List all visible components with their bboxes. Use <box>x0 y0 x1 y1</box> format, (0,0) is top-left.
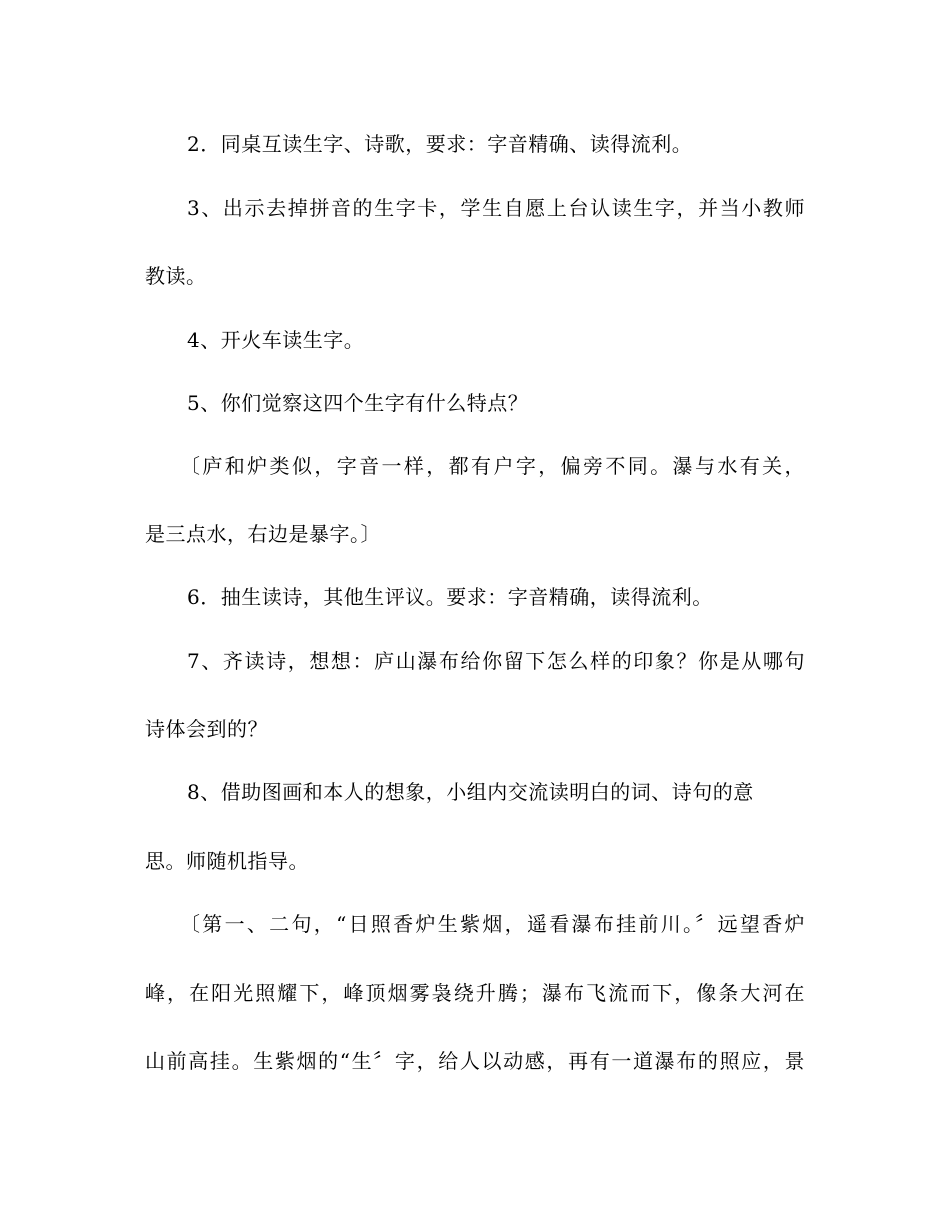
paragraph-line: 4、开火车读生字。 <box>187 328 365 352</box>
paragraph-line: 是三点水，右边是暴字。〕 <box>145 522 381 546</box>
paragraph-line: 6．抽生读诗，其他生评议。要求：字音精确，读得流利。 <box>187 585 713 609</box>
paragraph-line: 山前高挂。生紫烟的“生〞字，给人以动感，再有一道瀑布的照应，景 <box>145 1049 805 1073</box>
paragraph-line: 2．同桌互读生字、诗歌，要求：字音精确、读得流利。 <box>187 132 693 156</box>
paragraph-line: 7、齐读诗，想想：庐山瀑布给你留下怎么样的印象？你是从哪句 <box>187 649 805 673</box>
paragraph-line: 〔庐和炉类似，字音一样，都有户字，偏旁不同。瀑与水有关， <box>180 454 805 478</box>
paragraph-line: 教读。 <box>145 264 207 288</box>
paragraph-line: 诗体会到的？ <box>145 717 268 741</box>
paragraph-line: 3、出示去掉拼音的生字卡，学生自愿上台认读生字，并当小教师 <box>187 196 805 220</box>
paragraph-line: 5、你们觉察这四个生字有什么特点？ <box>187 391 529 415</box>
paragraph-line: 峰，在阳光照耀下，峰顶烟雾袅绕升腾；瀑布飞流而下，像条大河在 <box>145 981 805 1005</box>
paragraph-line: 8、借助图画和本人的想象，小组内交流读明白的词、诗句的意 <box>187 780 754 804</box>
paragraph-line: 思。师随机指导。 <box>145 849 309 873</box>
paragraph-line: 〔第一、二句，“日照香炉生紫烟，遥看瀑布挂前川。〞远望香炉 <box>180 912 805 936</box>
